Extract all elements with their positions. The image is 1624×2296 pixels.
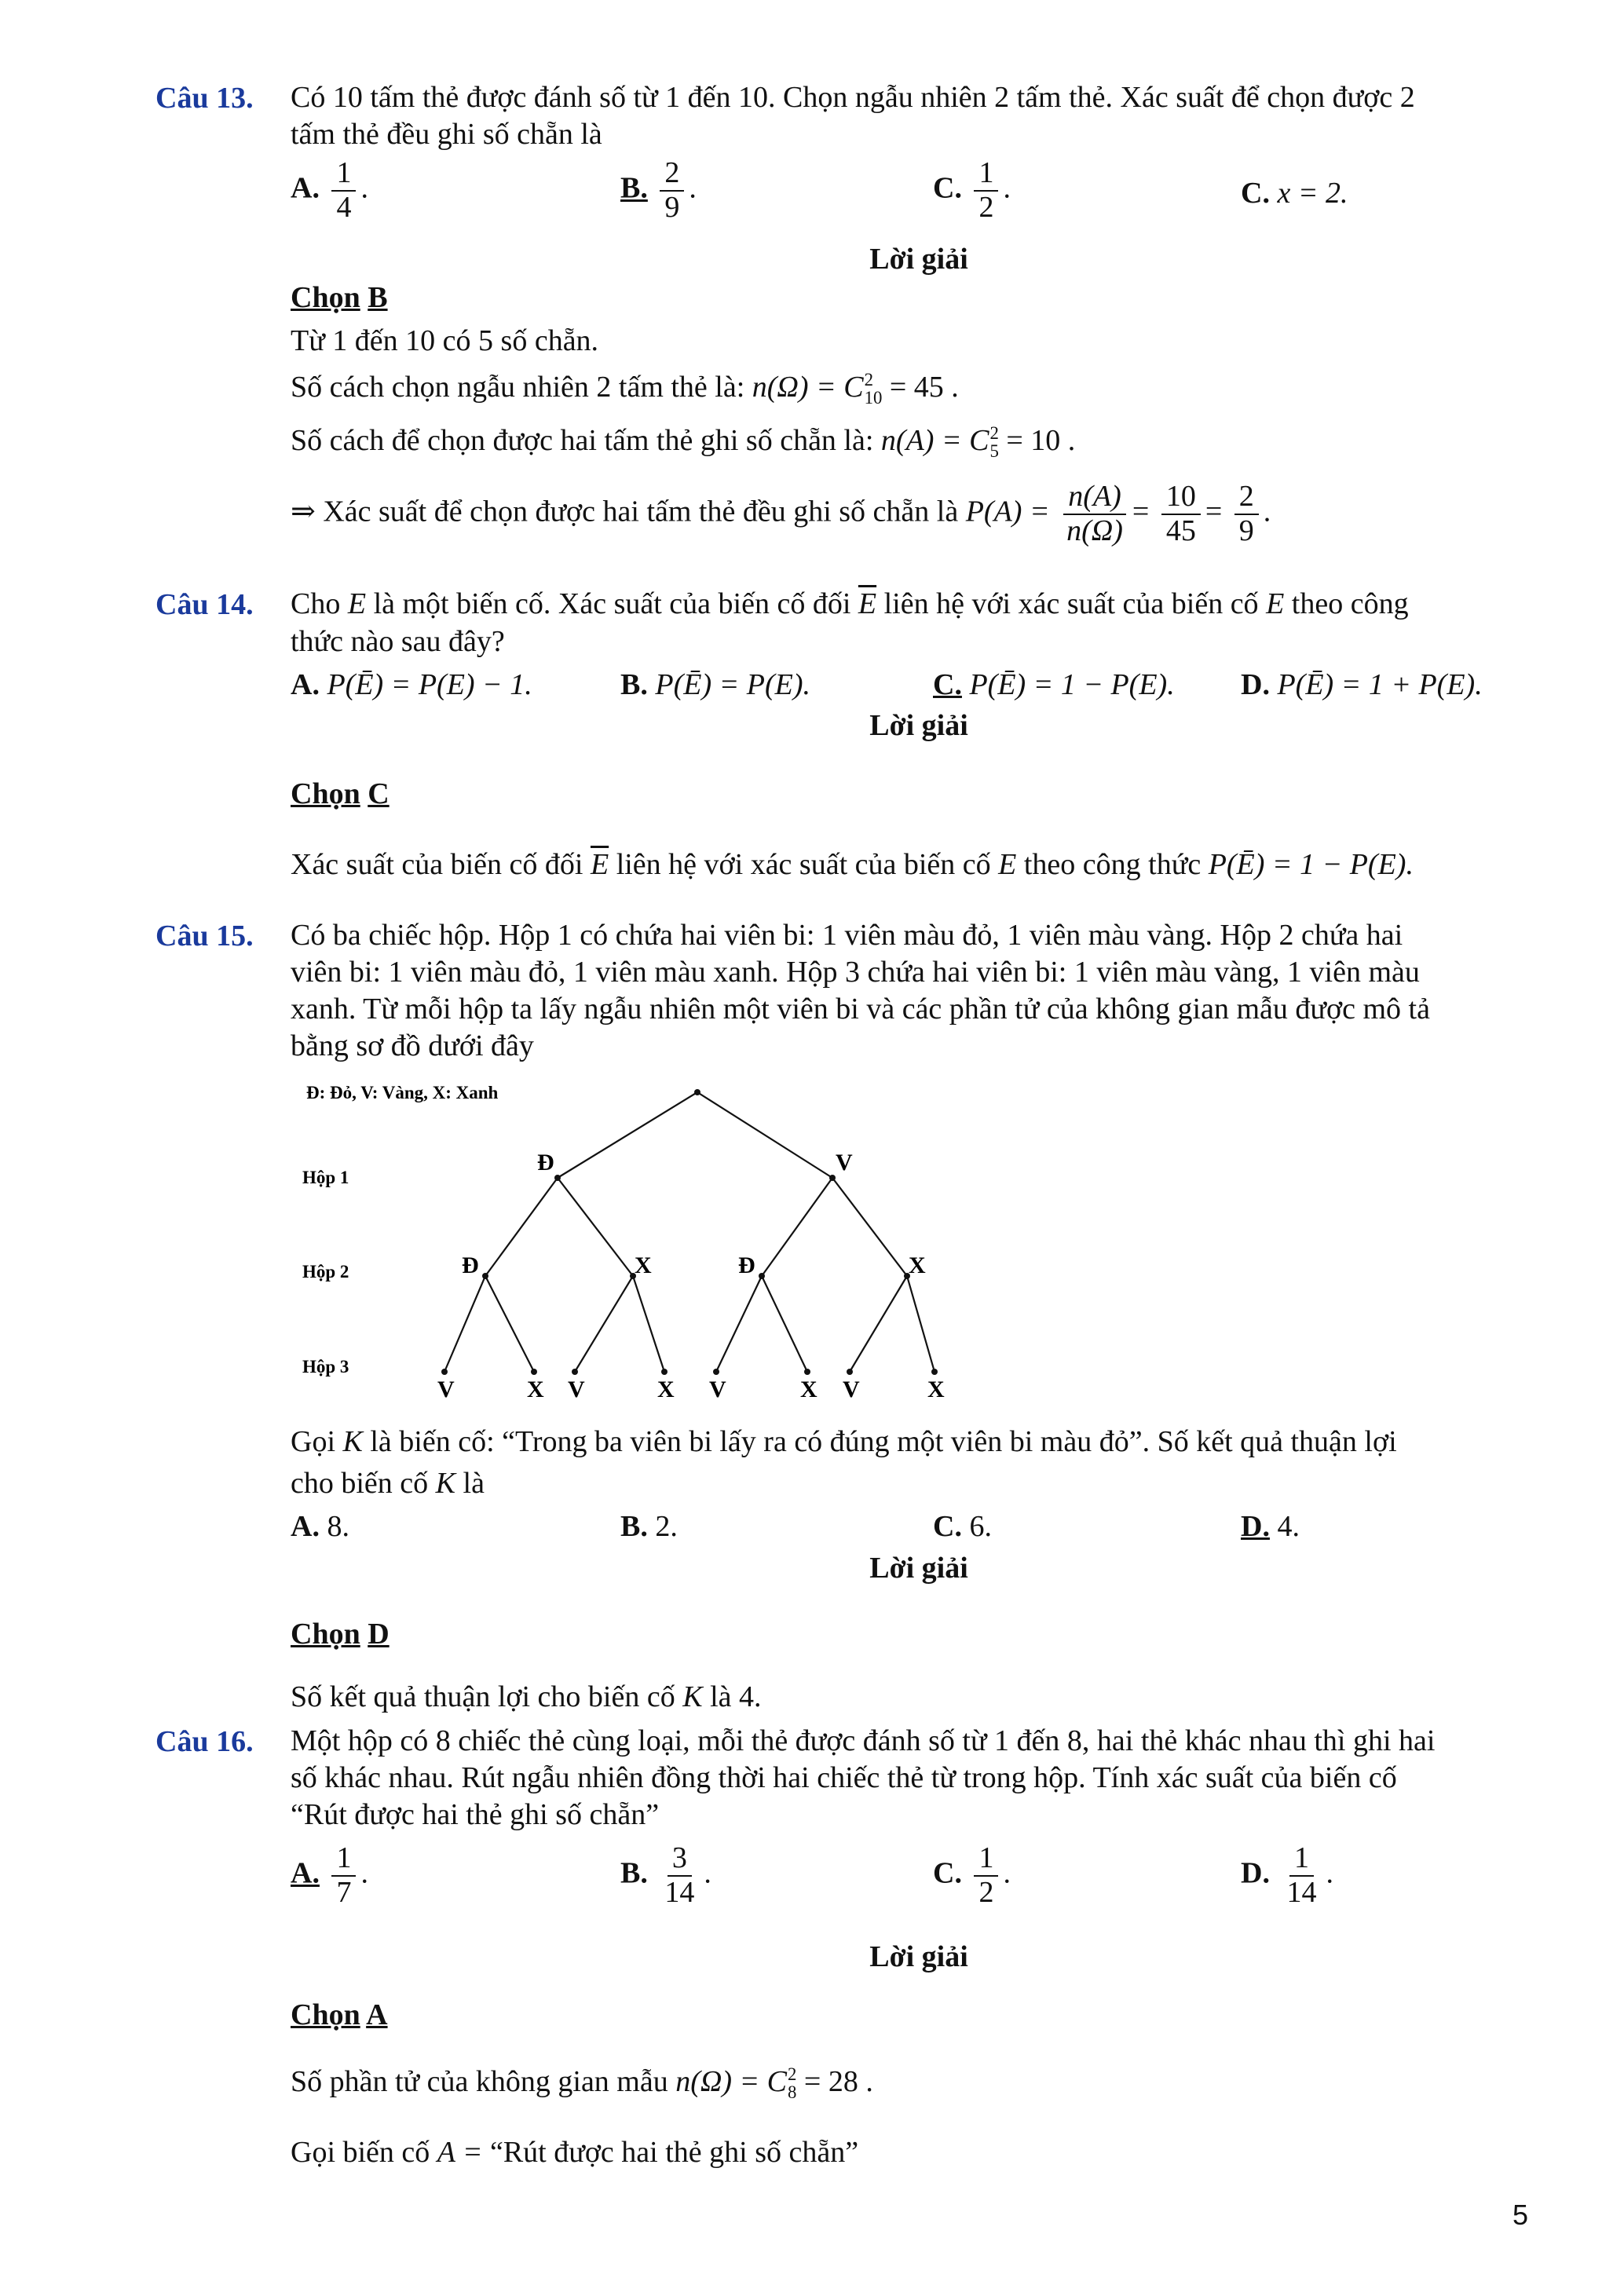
question-15-line-1: Có ba chiếc hộp. Hộp 1 có chứa hai viên bi: 1 viên màu đỏ, 1 viên màu vàng. Hộp 2 chứa hai (291, 919, 1403, 952)
tree-edge (697, 1092, 832, 1178)
q14-option-a[interactable]: A. P(Ē) = P(E) − 1. (291, 668, 532, 701)
tree-edge (762, 1276, 807, 1372)
tree-node (554, 1175, 561, 1181)
tree-node (931, 1369, 938, 1375)
question-16-line-2: số khác nhau. Rút ngẫu nhiên đồng thời hai chiếc thẻ từ trong hộp. Tính xác suất của biến cố (291, 1761, 1397, 1794)
q15-solution-title: Lời giải (869, 1552, 968, 1585)
tree-node-label: X (909, 1252, 926, 1278)
q16-chosen-answer: Chọn A (291, 1998, 388, 2031)
tree-node-label: V (437, 1377, 455, 1402)
q13-solution-step-2: Số cách chọn ngẫu nhiên 2 tấm thẻ là: n(Ω) = C 2 10 = 45 . (291, 370, 959, 408)
q15-solution-step-1: Số kết quả thuận lợi cho biến cố K là 4. (291, 1680, 762, 1713)
tree-edge (633, 1276, 664, 1372)
q14-chosen-answer: Chọn C (291, 777, 390, 810)
question-16-line-3: “Rút được hai thẻ ghi số chẵn” (291, 1798, 660, 1831)
fraction: $\frac{n(A)}{n(\Omega)}$ (1062, 481, 1128, 548)
question-13-line-1: Có 10 tấm thẻ được đánh số từ 1 đến 10. Chọn ngẫu nhiên 2 tấm thẻ. Xác suất để chọn được 2 (291, 81, 1415, 114)
question-15-label: Câu 15. (155, 919, 254, 952)
tree-node-label: Đ (738, 1252, 755, 1278)
q16-option-b[interactable]: B. $\frac{3}{14}$ . (620, 1841, 711, 1909)
tree-edge (575, 1276, 633, 1372)
tree-node-label: Đ (462, 1252, 479, 1278)
tree-node (441, 1369, 448, 1375)
question-15-line-6: cho biến cố K là (291, 1467, 485, 1500)
tree-node (829, 1175, 836, 1181)
q16-option-d[interactable]: D. $\frac{1}{14}$ . (1241, 1841, 1333, 1909)
tree-edge (485, 1178, 558, 1276)
tree-edges (444, 1092, 935, 1372)
q16-solution-title: Lời giải (869, 1940, 968, 1973)
fraction: $\frac{1}{14}$ (1286, 1841, 1317, 1909)
question-16-line-1: Một hộp có 8 chiếc thẻ cùng loại, mỗi thẻ được đánh số từ 1 đến 8, hai thẻ khác nhau thì ghi hai (291, 1724, 1436, 1757)
tree-node-label: X (527, 1377, 544, 1402)
question-15-line-5: Gọi K là biến cố: “Trong ba viên bi lấy ra có đúng một viên bi màu đỏ”. Số kết quả thuận lợi (291, 1425, 1397, 1458)
tree-node-label: X (635, 1252, 652, 1278)
tree-edge (907, 1276, 935, 1372)
q13-option-b[interactable]: B. $\frac{2}{9}$ . (620, 156, 697, 224)
tree-node-label: X (800, 1377, 817, 1402)
tree-node (482, 1273, 488, 1279)
tree-node-label: V (836, 1150, 853, 1175)
fraction: $\frac{1}{2}$ (974, 157, 998, 225)
tree-edge (850, 1276, 907, 1372)
q13-chosen-answer: Chọn B (291, 281, 388, 314)
page-number: 5 (1512, 2199, 1529, 2231)
tree-row-label-3: Hộp 3 (302, 1357, 349, 1377)
option-letter: A. (291, 171, 320, 205)
tree-node-label: V (843, 1377, 860, 1402)
tree-edge (485, 1276, 534, 1372)
q14-solution-title: Lời giải (869, 709, 968, 742)
tree-node (713, 1369, 719, 1375)
q16-option-c[interactable]: C. $\frac{1}{2}$ . (933, 1841, 1011, 1909)
q13-solution-step-4: ⇒ Xác suất để chọn được hai tấm thẻ đều ghi số chẵn là P(A) = $\frac{n(A)}{n(\Omega)}$ = $\frac{10}{45}$ = $\frac{2}{9}$ . (291, 480, 1271, 547)
tree-node (759, 1273, 765, 1279)
q13-solution-step-3: Số cách để chọn được hai tấm thẻ ghi số chẵn là: n(A) = C 2 5 = 10 . (291, 423, 1076, 462)
tree-node (694, 1089, 700, 1095)
tree-node (531, 1369, 537, 1375)
question-15-line-4: bằng sơ đồ dưới đây (291, 1029, 534, 1062)
fraction: $\frac{1}{2}$ (974, 1842, 998, 1910)
fraction: $\frac{10}{45}$ (1161, 481, 1201, 548)
tree-edge (558, 1092, 697, 1178)
question-15-line-2: viên bi: 1 viên màu đỏ, 1 viên màu xanh. Hộp 3 chứa hai viên bi: 1 viên màu vàng, 1 viên màu (291, 956, 1420, 989)
question-14-line-2: thức nào sau đây? (291, 625, 505, 658)
q16-option-a[interactable]: A. $\frac{1}{7}$ . (291, 1841, 368, 1909)
tree-edge (558, 1178, 633, 1276)
q15-chosen-answer: Chọn D (291, 1618, 390, 1651)
option-letter: C. (1241, 177, 1270, 210)
tree-node-label: V (568, 1377, 585, 1402)
fraction: $\frac{2}{9}$ (1234, 481, 1259, 548)
q15-option-c[interactable]: C. 6. (933, 1510, 992, 1543)
q15-option-d[interactable]: D. 4. (1241, 1510, 1300, 1543)
tree-node (661, 1369, 668, 1375)
question-13-line-2: tấm thẻ đều ghi số chẵn là (291, 118, 602, 151)
q14-option-b[interactable]: B. P(Ē) = P(E). (620, 668, 810, 701)
question-14-label: Câu 14. (155, 588, 254, 621)
q14-option-d[interactable]: D. P(Ē) = 1 + P(E). (1241, 668, 1483, 701)
tree-edge (762, 1178, 832, 1276)
tree-node-label: X (927, 1377, 945, 1402)
tree-nodes (441, 1089, 938, 1375)
probability-tree-diagram (291, 1080, 997, 1409)
fraction: $\frac{3}{14}$ (664, 1841, 695, 1909)
q16-solution-step-1: Số phần tử của không gian mẫu n(Ω) = C 2 8 = 28 . (291, 2064, 873, 2103)
q14-solution-step-1: Xác suất của biến cố đối $\overline{E}$ liên hệ với xác suất của biến cố E theo công thức P(Ē) = 1 − P(E). (291, 848, 1414, 881)
tree-edge (832, 1178, 907, 1276)
tree-labels (437, 1150, 945, 1402)
q15-option-a[interactable]: A. 8. (291, 1510, 349, 1543)
q13-solution-title: Lời giải (869, 243, 968, 276)
fraction: $\frac{1}{7}$ (331, 1842, 356, 1910)
option-letter: C. (933, 171, 962, 205)
fraction: $\frac{1}{4}$ (331, 157, 356, 225)
tree-node-label: V (709, 1377, 726, 1402)
tree-row-label-2: Hộp 2 (302, 1262, 349, 1281)
tree-row-label-1: Hộp 1 (302, 1168, 349, 1187)
q13-solution-step-1: Từ 1 đến 10 có 5 số chẵn. (291, 324, 599, 357)
q15-option-b[interactable]: B. 2. (620, 1510, 678, 1543)
question-15-line-3: xanh. Từ mỗi hộp ta lấy ngẫu nhiên một viên bi và các phần tử của không gian mẫu được mô tả (291, 993, 1430, 1026)
q16-solution-step-2: Gọi biến cố A = “Rút được hai thẻ ghi số chẵn” (291, 2136, 859, 2169)
tree-node-label: Đ (537, 1150, 554, 1175)
fraction: $\frac{2}{9}$ (660, 157, 684, 225)
option-letter: B. (620, 171, 648, 205)
tree-node (572, 1369, 578, 1375)
question-13-label: Câu 13. (155, 82, 254, 115)
q13-option-a[interactable]: A. $\frac{1}{4}$ . (291, 156, 368, 224)
tree-node (847, 1369, 853, 1375)
q14-option-c[interactable]: C. P(Ē) = 1 − P(E). (933, 668, 1175, 701)
question-16-label: Câu 16. (155, 1725, 254, 1758)
tree-legend: Đ: Đỏ, V: Vàng, X: Xanh (306, 1083, 499, 1102)
tree-node-label: X (657, 1377, 675, 1402)
q13-option-d[interactable]: C. x = 2. (1241, 177, 1348, 210)
tree-edge (716, 1276, 762, 1372)
tree-edge (444, 1276, 485, 1372)
q13-option-c[interactable]: C. $\frac{1}{2}$ . (933, 156, 1011, 224)
tree-node (804, 1369, 810, 1375)
question-14-line-1: Cho E là một biến cố. Xác suất của biến cố đối $\overline{E}$ liên hệ với xác suất của biến cố E theo công (291, 587, 1409, 620)
